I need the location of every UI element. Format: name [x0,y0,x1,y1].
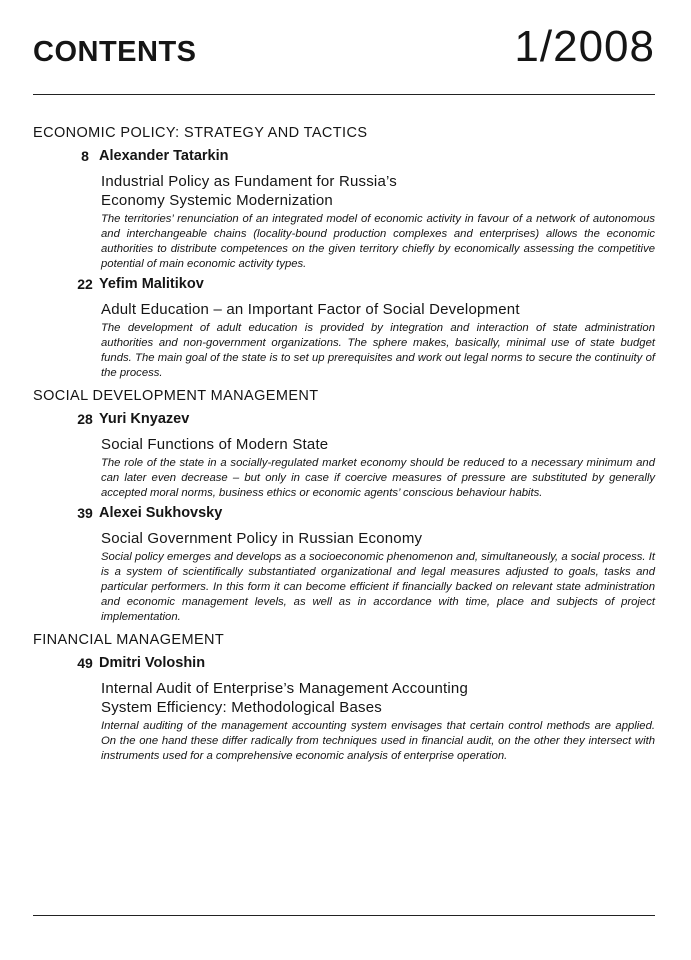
article-title[interactable]: Industrial Policy as Fundament for Russia’s Economy Systemic Modernization [101,173,397,209]
page-number: 39 [77,505,93,521]
article-title[interactable]: Social Government Policy in Russian Economy [101,530,423,547]
article-abstract: The development of adult education is provided by integration and interaction of state administration authorities and non-government organizations. The sphere makes, basically, minimal use of state budget funds. The main goal of the state is to set up prerequisites and work out legal norms to secure the continuity of the process. [101,322,655,379]
article-title[interactable]: Social Functions of Modern State [101,436,329,453]
toc-entry[interactable] [33,411,655,501]
author-name: Yuri Knyazev [99,411,190,427]
section-title: FINANCIAL MANAGEMENT [33,632,225,648]
article-abstract: The role of the state in a socially-regulated market economy should be reduced to a necessary minimum and can later even decrease – but only in case if coercive measures of pressure are substituted by generally accepted moral norms, business ethics or economic agents’ conscious behaviour habits. [101,457,655,499]
author-name: Alexei Sukhovsky [99,505,223,521]
section-title: ECONOMIC POLICY: STRATEGY AND TACTICS [33,125,368,141]
page-number: 8 [81,148,89,164]
section-financial-management [33,631,655,764]
page-number: 49 [77,655,93,671]
toc-entry[interactable] [33,655,655,764]
section-social-development [33,387,655,625]
article-abstract: Social policy emerges and develops as a socioeconomic phenomenon and, simultaneously, a social process. It is a system of scientifically substantiated organizational and legal measures adjusted to goals, tasks and particular performers. In this form it can become efficient if financially backed on relevant state administration and economic management levels, as well as in accordance with time, place and subjects of project implementation. [101,551,655,623]
contents-list [33,124,655,770]
page-title: CONTENTS [33,36,197,68]
toc-entry[interactable] [33,276,655,381]
author-name: Dmitri Voloshin [99,655,206,671]
article-abstract: Internal auditing of the management accounting system envisages that certain control methods are applied. On the one hand these differ radically from techniques used in financial audit, on the other they intersect with instruments used for a comprehensive economic analysis of enterprise operation. [101,720,655,762]
author-name: Yefim Malitikov [99,276,204,292]
page-number: 28 [77,411,93,427]
top-divider [33,94,655,95]
article-title[interactable]: Internal Audit of Enterprise’s Management Accounting System Efficiency: Methodological Bases [101,680,469,716]
article-title[interactable]: Adult Education – an Important Factor of Social Development [101,301,520,318]
issue-number: 1/2008 [514,22,655,71]
page-number: 22 [77,276,93,292]
toc-entry[interactable] [33,148,655,272]
article-abstract: The territories’ renunciation of an integrated model of economic activity in favour of a network of autonomous and interchangeable chains (locality-bound production complexes and enterprises) allows the economic authorities to distribute competences on the given territory chiefly by economically assessing the competitive potential of main economic activity types. [101,213,655,270]
bottom-divider [33,915,655,916]
section-title: SOCIAL DEVELOPMENT MANAGEMENT [33,388,319,404]
author-name: Alexander Tatarkin [99,148,229,164]
section-economic-policy [33,124,655,381]
toc-entry[interactable] [33,505,655,625]
